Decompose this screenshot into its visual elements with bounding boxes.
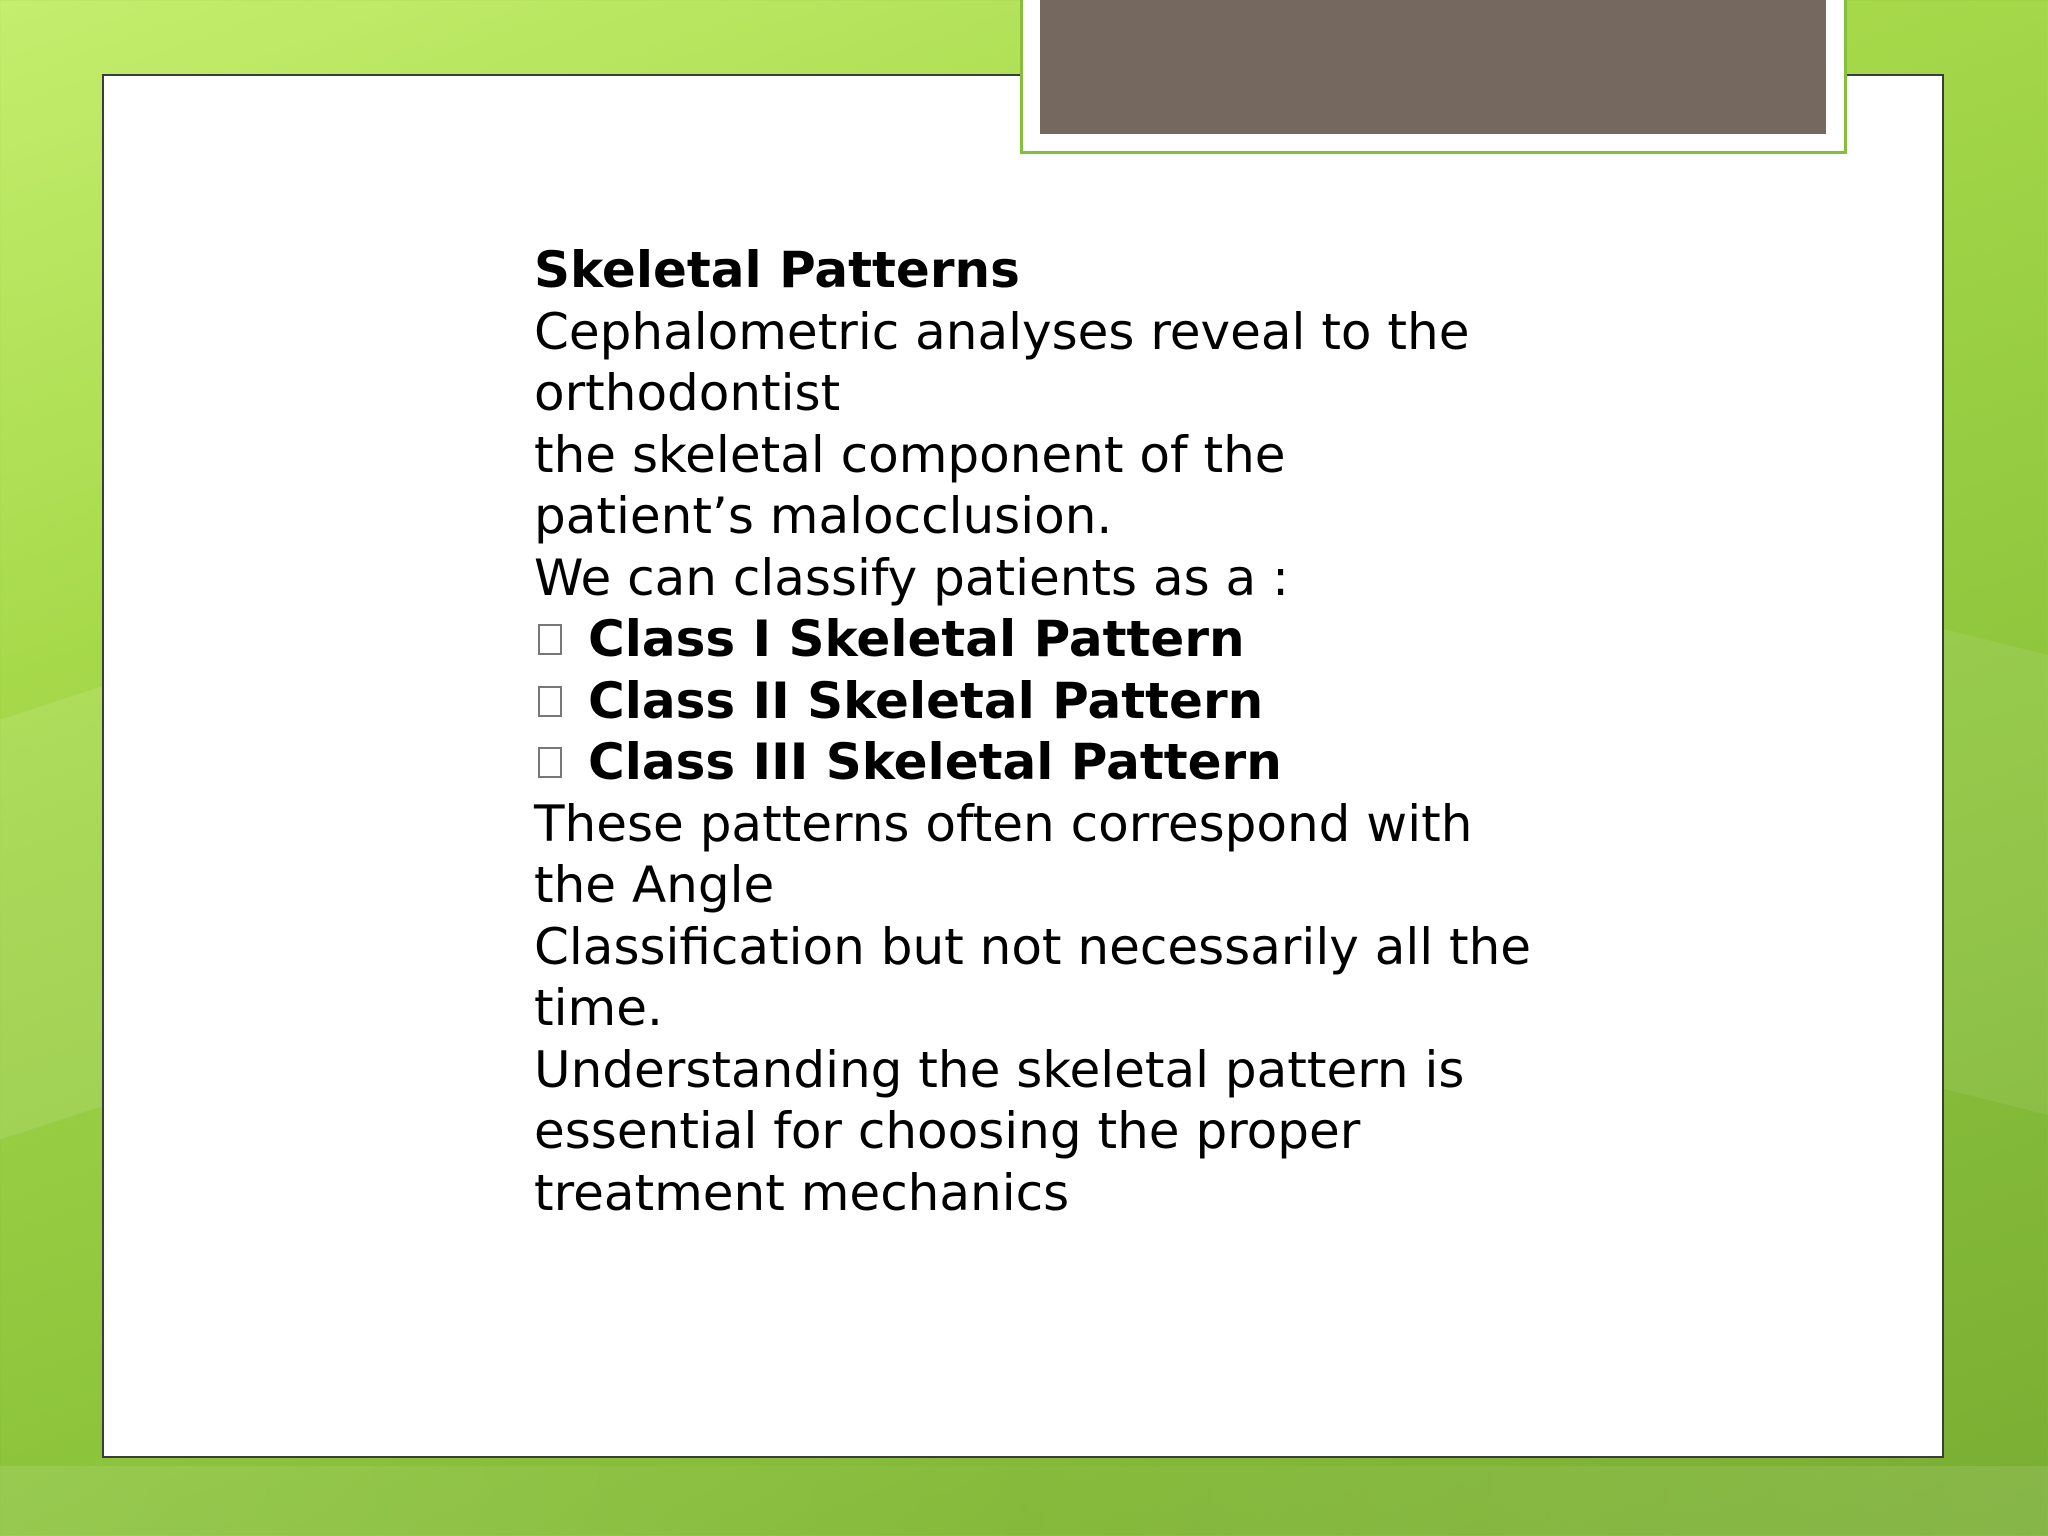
- body-line: the Angle: [534, 856, 775, 914]
- slide-body: [534, 240, 1532, 1224]
- list-item: [534, 671, 1514, 733]
- list-item: [534, 609, 1514, 671]
- slide-title: Skeletal Patterns: [534, 241, 1020, 299]
- list-item-label: Class II Skeletal Pattern: [588, 671, 1264, 730]
- body-line: We can classify patients as a :: [534, 548, 1289, 607]
- body-line: Cephalometric analyses reveal to the: [534, 302, 1470, 361]
- bullet-box-icon: [538, 686, 562, 717]
- list-item-label: Class I Skeletal Pattern: [588, 610, 1245, 668]
- bullet-box-icon: [538, 624, 562, 655]
- body-line: treatment mechanics: [534, 1163, 1070, 1222]
- body-line: essential for choosing the proper: [534, 1102, 1361, 1160]
- list-item: [534, 732, 1514, 794]
- body-line: orthodontist: [534, 364, 841, 422]
- body-line: Classification but not necessarily all the: [534, 917, 1532, 976]
- list-item-label: Class III Skeletal Pattern: [588, 733, 1282, 791]
- body-line: time.: [534, 979, 663, 1037]
- background-band: [0, 1466, 2048, 1536]
- body-line: the skeletal component of the: [534, 425, 1286, 484]
- body-line: Understanding the skeletal pattern is: [534, 1040, 1465, 1099]
- body-line: These patterns often correspond with: [534, 794, 1473, 853]
- bullet-box-icon: [538, 747, 562, 778]
- body-line: patient’s malocclusion.: [534, 487, 1113, 545]
- title-tab: [1040, 0, 1826, 134]
